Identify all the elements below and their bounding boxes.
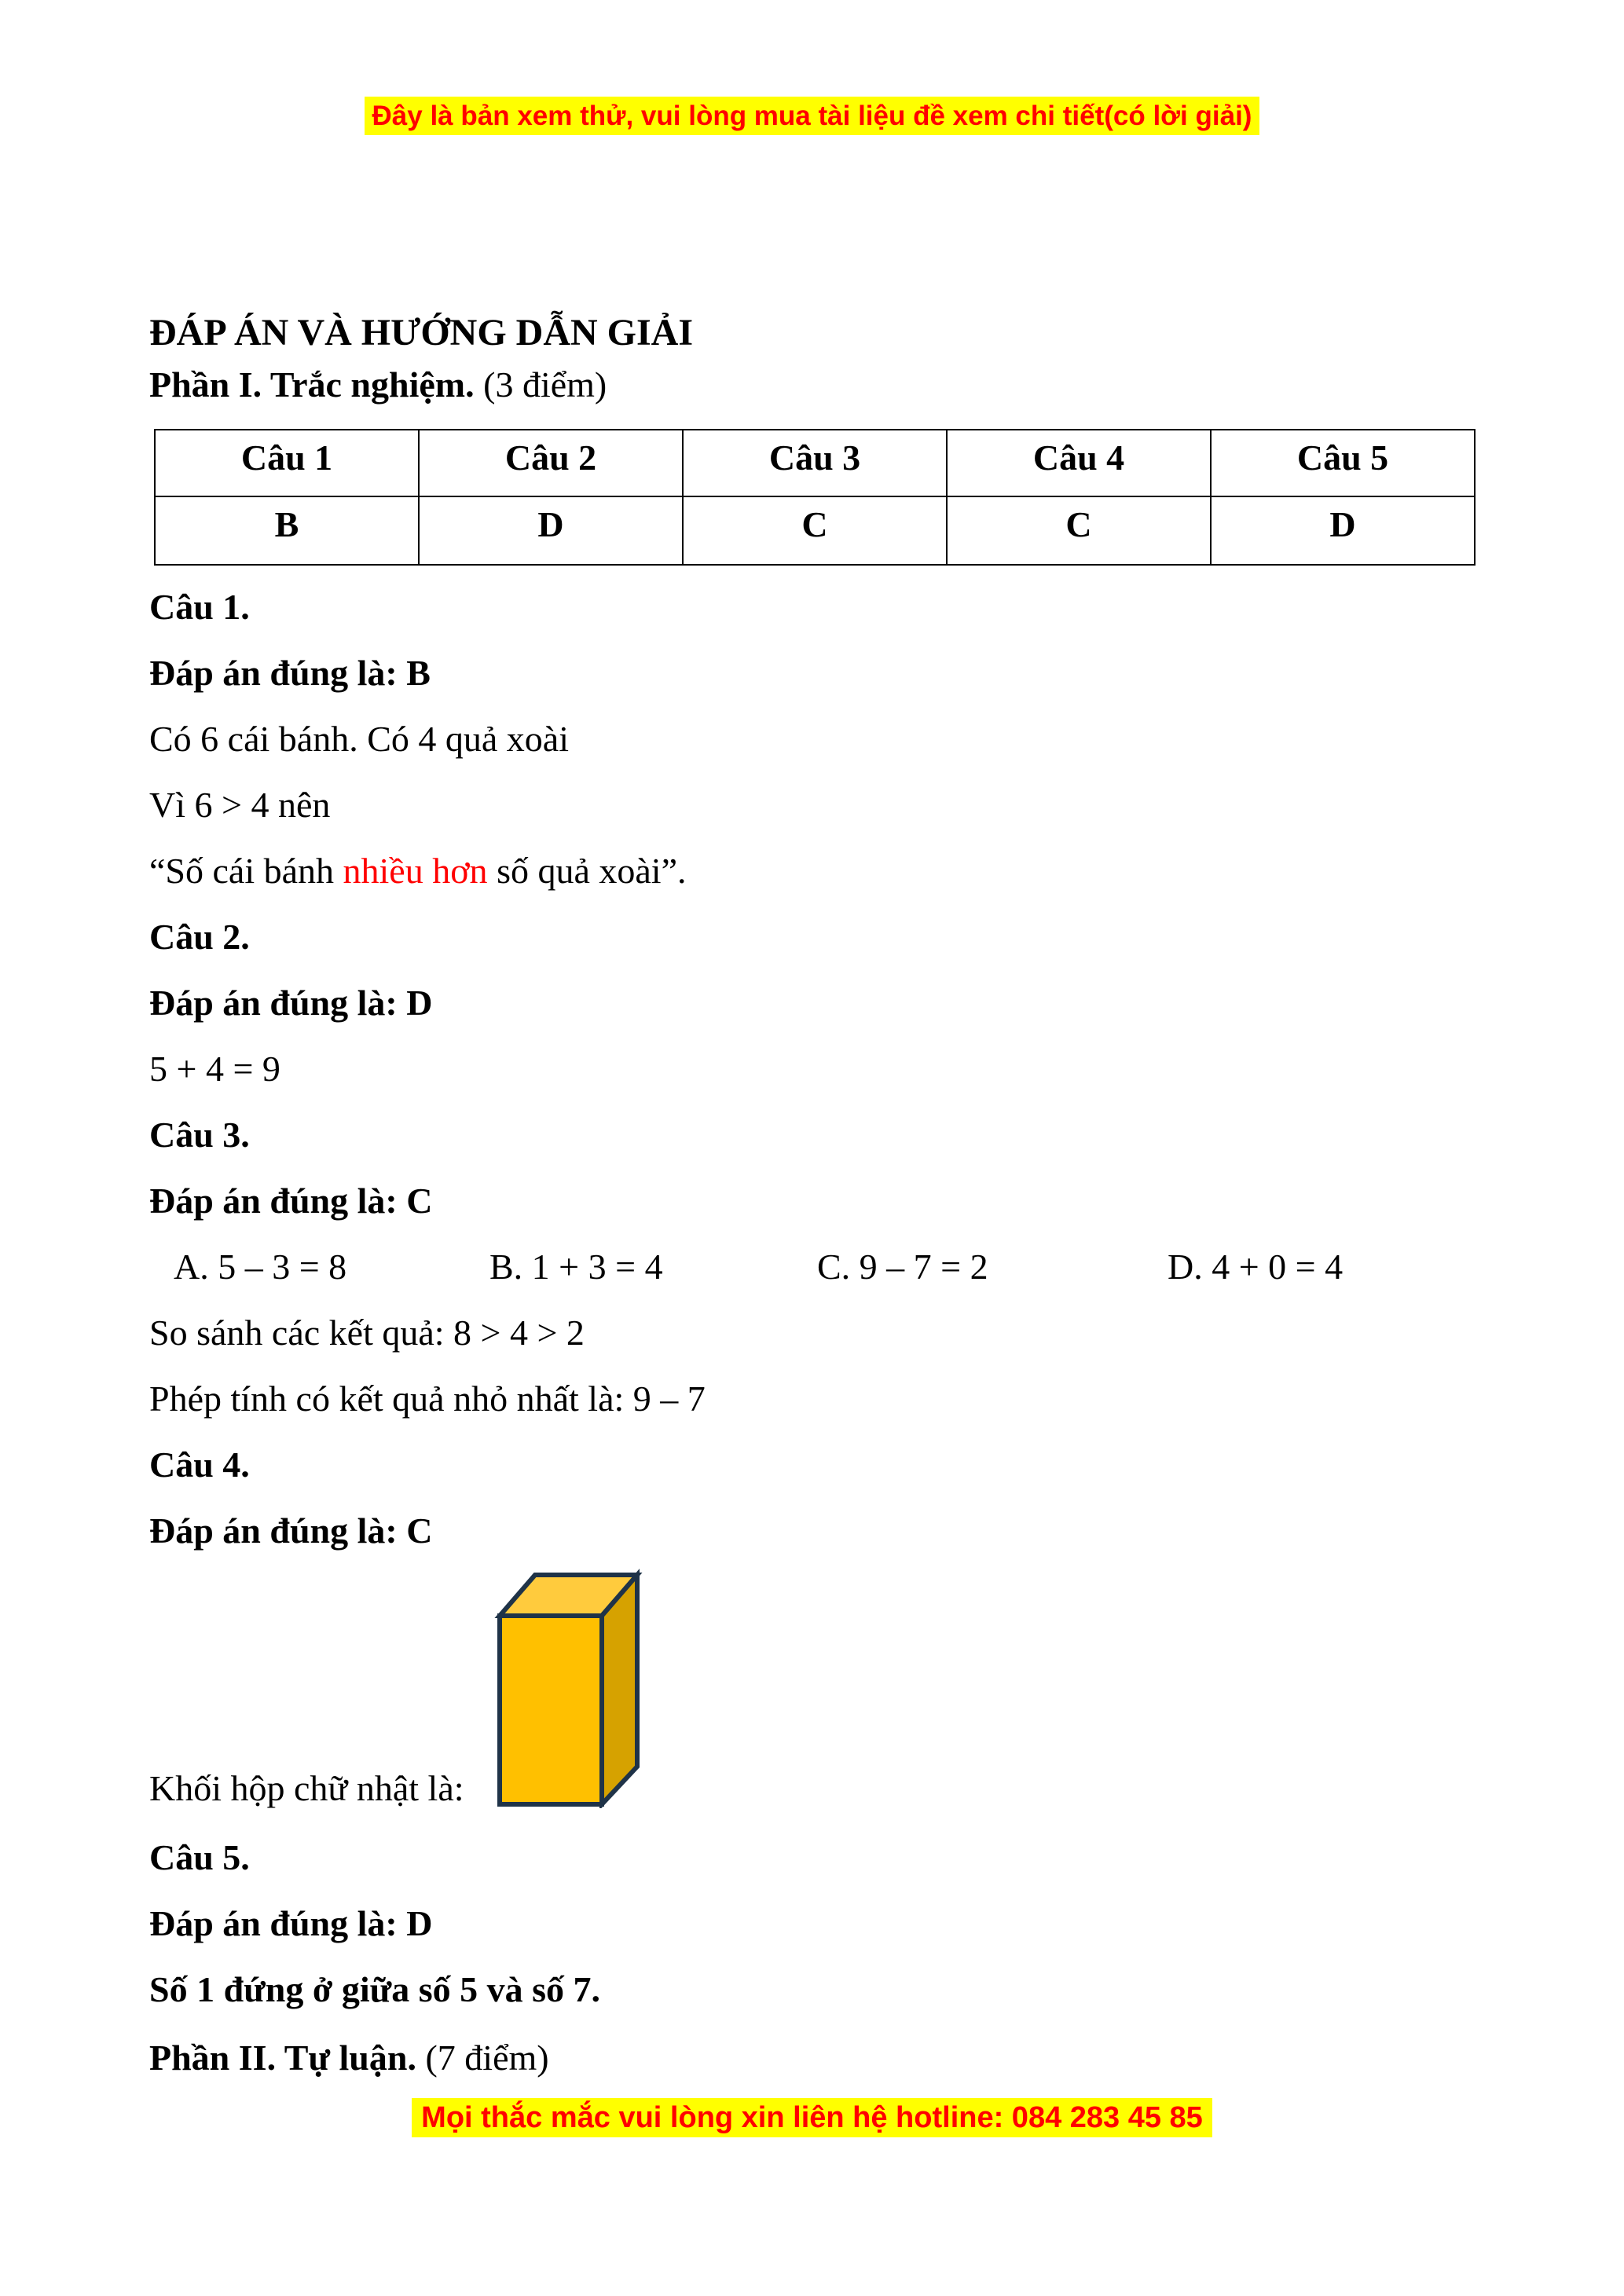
part2-heading-points: (7 điểm) [416, 2038, 549, 2078]
answer-table-answer-cell: D [1211, 496, 1475, 565]
q3-option-a: A. 5 – 3 = 8 [174, 1247, 347, 1287]
q1-quote-suffix: số quả xoài”. [487, 851, 687, 891]
answer-table [154, 429, 1476, 566]
part1-heading [149, 363, 1475, 407]
answer-table-answer-cell: B [155, 496, 419, 565]
q2-answer: Đáp án đúng là: D [149, 983, 433, 1023]
answer-table-answer-cell: C [947, 496, 1211, 565]
answer-table-header-row [155, 430, 1475, 496]
q4-figure-row [149, 1555, 1475, 1808]
q1-title: Câu 1. [149, 587, 250, 627]
answer-table-header-cell: Câu 3 [683, 430, 947, 496]
q1-line1: Có 6 cái bánh. Có 4 quả xoài [149, 719, 570, 759]
q4-answer: Đáp án đúng là: C [149, 1511, 433, 1551]
rectangular-box-figure [482, 1555, 654, 1808]
answer-table-header-cell: Câu 1 [155, 430, 419, 496]
box-front-face [500, 1616, 602, 1804]
hotline-banner: Mọi thắc mắc vui lòng xin liên hệ hotline: 084 283 45 85 [412, 2098, 1212, 2137]
q1-line2: Vì 6 > 4 nên [149, 785, 331, 825]
part1-heading-points: (3 điểm) [474, 364, 607, 405]
q3-options-row [149, 1247, 1475, 1287]
q1-quote-highlight: nhiều hơn [343, 851, 488, 891]
q2-title: Câu 2. [149, 917, 250, 957]
q3-answer: Đáp án đúng là: C [149, 1181, 433, 1221]
q3-option-b: B. 1 + 3 = 4 [489, 1247, 663, 1287]
box-right-face [602, 1575, 637, 1804]
top-banner-row [0, 0, 1624, 135]
part2-heading-bold: Phần II. Tự luận. [149, 2038, 416, 2078]
q1-answer: Đáp án đúng là: B [149, 653, 431, 693]
q4-title: Câu 4. [149, 1445, 250, 1485]
q3-line1: So sánh các kết quả: 8 > 4 > 2 [149, 1313, 585, 1353]
q5-line1: Số 1 đứng ở giữa số 5 và số 7. [149, 1969, 601, 2009]
bottom-banner-row [0, 2098, 1624, 2137]
q4-caption: Khối hộp chữ nhật là: [149, 1768, 464, 1808]
q5-title: Câu 5. [149, 1837, 250, 1877]
part1-heading-bold: Phần I. Trắc nghiệm. [149, 364, 475, 405]
q2-line1: 5 + 4 = 9 [149, 1049, 280, 1089]
page-title: ĐÁP ÁN VÀ HƯỚNG DẪN GIẢI [149, 312, 694, 353]
answer-table-answer-cell: D [419, 496, 683, 565]
document-content [0, 311, 1624, 2080]
promo-banner: Đây là bản xem thử, vui lòng mua tài liệu đề xem chi tiết(có lời giải) [365, 97, 1260, 135]
answer-table-header-cell: Câu 2 [419, 430, 683, 496]
q3-line2: Phép tính có kết quả nhỏ nhất là: 9 – 7 [149, 1379, 706, 1419]
q1-quote-line [149, 851, 1475, 891]
answer-table-answer-row [155, 496, 1475, 565]
q3-option-d: D. 4 + 0 = 4 [1168, 1247, 1344, 1287]
q5-answer: Đáp án đúng là: D [149, 1903, 433, 1943]
q1-quote-prefix: “Số cái bánh [149, 851, 343, 891]
answer-table-header-cell: Câu 4 [947, 430, 1211, 496]
q3-title: Câu 3. [149, 1115, 250, 1155]
part2-heading [149, 2036, 1475, 2080]
q3-option-c: C. 9 – 7 = 2 [817, 1247, 988, 1287]
answer-table-header-cell: Câu 5 [1211, 430, 1475, 496]
answer-table-answer-cell: C [683, 496, 947, 565]
